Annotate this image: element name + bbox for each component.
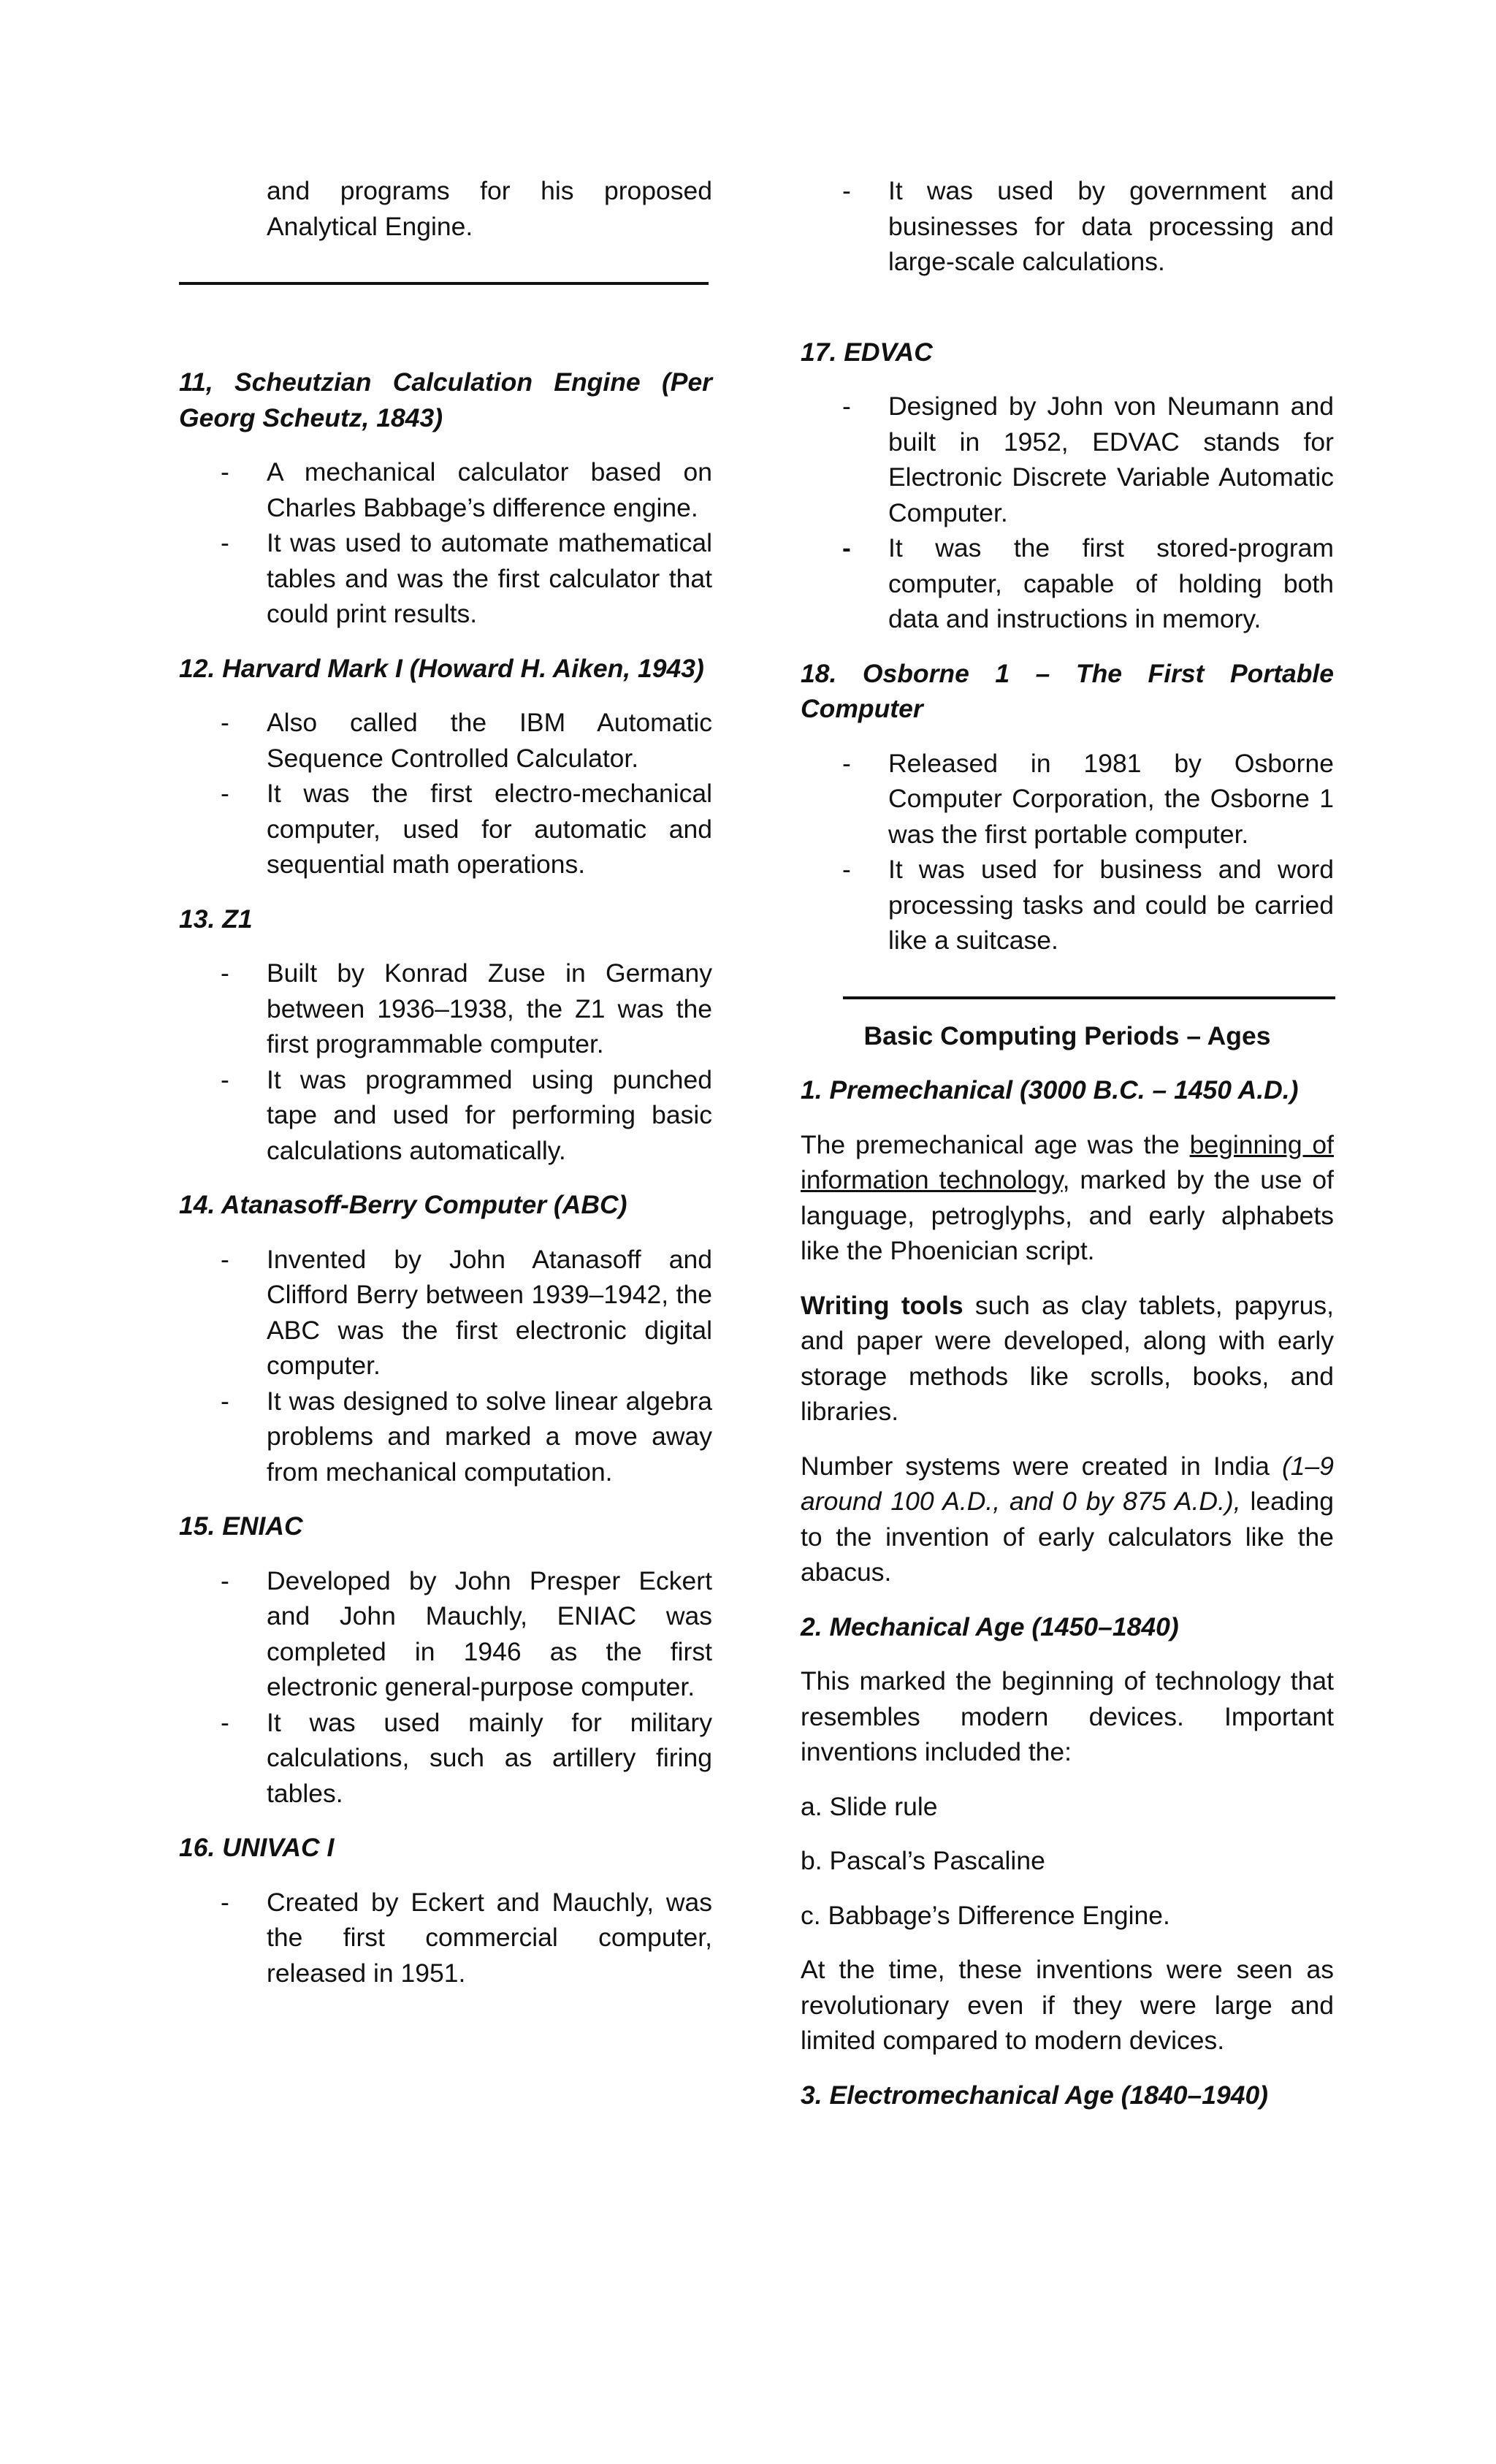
section-title: 14. Atanasoff-Berry Computer (ABC) bbox=[179, 1190, 627, 1219]
list-item: - Built by Konrad Zuse in Germany between 1936–1938, the Z1 was the first programmable computer. bbox=[221, 958, 712, 1059]
bullet-list bbox=[801, 389, 1334, 637]
section-12 bbox=[179, 651, 712, 882]
section-title: 16. UNIVAC I bbox=[179, 1833, 335, 1862]
age2-item: a. Slide rule bbox=[801, 1791, 938, 1821]
section-title: 18. Osborne 1 – The First Portable Computer bbox=[801, 658, 1334, 723]
section-title: 17. EDVAC bbox=[801, 337, 933, 367]
section-divider bbox=[179, 282, 709, 285]
bullet-list bbox=[179, 1563, 712, 1812]
list-item: - Invented by John Atanasoff and Clifford Berry between 1939–1942, the ABC was the first electronic digital computer. bbox=[221, 1244, 712, 1380]
age2-paragraph-1: This marked the beginning of technology that resembles modern devices. Important inventions included the: bbox=[801, 1666, 1334, 1766]
list-item: - It was the first stored-program computer, capable of holding both data and instructions in memory. bbox=[842, 533, 1334, 633]
bullet-list bbox=[179, 454, 712, 632]
section-16 bbox=[179, 1830, 712, 1991]
list-item: - Created by Eckert and Mauchly, was the first commercial computer, released in 1951. bbox=[221, 1887, 712, 1988]
list-item: - It was used for business and word processing tasks and could be carried like a suitcase. bbox=[842, 855, 1334, 955]
age3-title: 3. Electromechanical Age (1840–1940) bbox=[801, 2080, 1269, 2110]
section-title: 12. Harvard Mark I (Howard H. Aiken, 1943) bbox=[179, 653, 704, 683]
bullet-list bbox=[179, 956, 712, 1168]
section-11 bbox=[179, 365, 712, 632]
age2-item: b. Pascal’s Pascaline bbox=[801, 1846, 1045, 1875]
ages-title: Basic Computing Periods – Ages bbox=[863, 1021, 1271, 1050]
age1-paragraph-3: Number systems were created in India (1–9 around 100 A.D., and 0 by 875 A.D.), leading to the invention of early calculators like the abacus. bbox=[801, 1451, 1334, 1587]
list-item: - It was used by government and businesses for data processing and large-scale calculations. bbox=[842, 176, 1334, 276]
list-item: - It was programmed using punched tape and used for performing basic calculations automatically. bbox=[221, 1064, 712, 1165]
bullet-list bbox=[801, 746, 1334, 958]
list-item: - It was the first electro-mechanical computer, used for automatic and sequential math operations. bbox=[221, 779, 712, 879]
intro-continuation: and programs for his proposed Analytical Engine. bbox=[267, 176, 712, 241]
section-17 bbox=[801, 335, 1334, 637]
list-item: - Designed by John von Neumann and built in 1952, EDVAC stands for Electronic Discrete Variable Automatic Computer. bbox=[842, 392, 1334, 527]
list-item: - Developed by John Presper Eckert and John Mauchly, ENIAC was completed in 1946 as the first electronic general-purpose computer. bbox=[221, 1565, 712, 1701]
age1-paragraph-1: The premechanical age was the beginning of information technology, marked by the use of language, petroglyphs, and early alphabets like the Phoenician script. bbox=[801, 1129, 1334, 1265]
intro-bullet-list bbox=[801, 173, 1334, 280]
bullet-list bbox=[179, 1242, 712, 1490]
age2-paragraph-2: At the time, these inventions were seen as revolutionary even if they were large and limited compared to modern devices. bbox=[801, 1955, 1334, 2055]
list-item: - It was designed to solve linear algebra problems and marked a move away from mechanical computation. bbox=[221, 1386, 712, 1487]
left-column bbox=[179, 173, 712, 2010]
section-14 bbox=[179, 1187, 712, 1490]
bullet-list bbox=[179, 1885, 712, 1991]
age2-item: c. Babbage’s Difference Engine. bbox=[801, 1900, 1170, 1930]
section-13 bbox=[179, 901, 712, 1169]
age1-paragraph-2: Writing tools such as clay tablets, papyrus, and paper were developed, along with early storage methods like scrolls, books, and libraries. bbox=[801, 1290, 1334, 1426]
age1-title: 1. Premechanical (3000 B.C. – 1450 A.D.) bbox=[801, 1075, 1299, 1105]
list-item: - Released in 1981 by Osborne Computer Corporation, the Osborne 1 was the first portable computer. bbox=[842, 748, 1334, 849]
bullet-list bbox=[179, 705, 712, 882]
section-title: 13. Z1 bbox=[179, 904, 253, 934]
list-item: - A mechanical calculator based on Charles Babbage’s difference engine. bbox=[221, 457, 712, 522]
right-column bbox=[801, 173, 1334, 2132]
section-divider bbox=[843, 996, 1335, 999]
underlined-phrase: beginning of information technology bbox=[801, 1129, 1334, 1194]
section-title: 11, Scheutzian Calculation Engine (Per Georg Scheutz, 1843) bbox=[179, 367, 712, 432]
list-item: - It was used to automate mathematical tables and was the first calculator that could print results. bbox=[221, 528, 712, 628]
section-18 bbox=[801, 656, 1334, 958]
section-title: 15. ENIAC bbox=[179, 1511, 303, 1541]
list-item: - Also called the IBM Automatic Sequence Controlled Calculator. bbox=[221, 708, 712, 773]
age2-title: 2. Mechanical Age (1450–1840) bbox=[801, 1611, 1179, 1641]
list-item: - It was used mainly for military calculations, such as artillery firing tables. bbox=[221, 1707, 712, 1808]
section-15 bbox=[179, 1508, 712, 1811]
